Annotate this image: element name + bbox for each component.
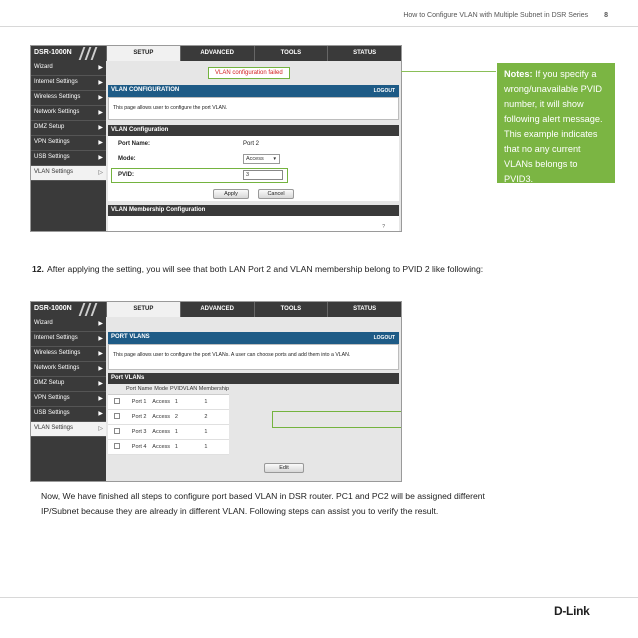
section-header xyxy=(108,85,399,97)
cell-port-name: Port 3 xyxy=(126,424,152,439)
sidebar-item-usb-settings[interactable] xyxy=(31,151,106,166)
chevron-right-icon: ▶ xyxy=(98,366,103,372)
footer-divider xyxy=(0,597,638,598)
top-bar xyxy=(31,46,401,61)
main-content xyxy=(106,317,401,481)
sidebar-item-label: Internet Settings xyxy=(34,335,78,341)
mode-select[interactable] xyxy=(243,154,280,164)
cell-vlan-membership: 2 xyxy=(183,409,229,424)
tab-setup[interactable]: SETUP xyxy=(106,302,180,317)
top-bar xyxy=(31,302,401,317)
table-row[interactable] xyxy=(108,394,229,409)
router-model: DSR-1000N xyxy=(34,49,72,56)
table-row[interactable] xyxy=(108,439,229,454)
sidebar-item-vpn-settings[interactable] xyxy=(31,136,106,151)
closing-paragraph: Now, We have finished all steps to configure port based VLAN in DSR router. PC1 and PC2 will be assigned different IP/Subnet because they are already in different VLAN. Following steps can assist you to verify the result. xyxy=(41,491,485,516)
logout-link[interactable]: LOGOUT xyxy=(373,335,395,341)
tab-tools[interactable]: TOOLS xyxy=(254,46,328,61)
sidebar-item-label: Wizard xyxy=(34,320,53,326)
sidebar-item-label: Wizard xyxy=(34,64,53,70)
pvid-membership-highlight xyxy=(272,411,402,428)
cell-mode: Access xyxy=(152,394,170,409)
sidebar-item-label: DMZ Setup xyxy=(34,124,65,130)
cell-port-name: Port 1 xyxy=(126,394,152,409)
router-brand xyxy=(31,46,106,61)
cell-port-name: Port 4 xyxy=(126,439,152,454)
sidebar xyxy=(31,317,106,481)
sidebar-item-vlan-settings[interactable] xyxy=(31,422,106,437)
tab-status[interactable]: STATUS xyxy=(327,302,401,317)
sidebar-item-label: VLAN Settings xyxy=(34,425,74,431)
sidebar-item-label: Internet Settings xyxy=(34,79,78,85)
notes-label: Notes: xyxy=(504,69,533,79)
tab-advanced[interactable]: ADVANCED xyxy=(180,46,254,61)
chevron-down-icon: ▼ xyxy=(272,156,277,161)
sidebar-item-dmz-setup[interactable] xyxy=(31,377,106,392)
membership-panel xyxy=(108,216,399,231)
page-description: This page allows user to configure the port VLAN. xyxy=(108,97,399,120)
chevron-right-icon: ▶ xyxy=(98,65,103,71)
router-model: DSR-1000N xyxy=(34,305,72,312)
column-header-mode: Mode xyxy=(152,384,170,394)
cell-mode: Access xyxy=(152,409,170,424)
cell-vlan-membership: 1 xyxy=(183,424,229,439)
chevron-right-icon: ▶ xyxy=(98,381,103,387)
sidebar-item-vlan-settings[interactable] xyxy=(31,166,106,181)
section-header xyxy=(108,332,399,344)
cell-vlan-membership: 1 xyxy=(183,394,229,409)
sidebar-item-label: VPN Settings xyxy=(34,139,70,145)
port-vlans-table xyxy=(108,384,229,455)
column-header-vlan-membership: VLAN Membership xyxy=(183,384,229,394)
main-content xyxy=(106,61,401,231)
tab-setup[interactable]: SETUP xyxy=(106,46,180,61)
sidebar-item-wizard[interactable] xyxy=(31,317,106,332)
screenshot-vlan-configuration xyxy=(30,45,402,232)
page-number: 8 xyxy=(604,12,608,19)
sidebar-item-label: Network Settings xyxy=(34,365,80,371)
sidebar-item-label: USB Settings xyxy=(34,154,70,160)
document-title: How to Configure VLAN with Multiple Subnet in DSR Series xyxy=(403,12,589,19)
cell-mode: Access xyxy=(152,439,170,454)
chevron-right-icon: ▶ xyxy=(98,95,103,101)
chevron-right-icon: ▶ xyxy=(98,125,103,131)
chevron-right-icon: ▶ xyxy=(98,411,103,417)
column-header-pvid: PVID xyxy=(170,384,183,394)
tab-tools[interactable]: TOOLS xyxy=(254,302,328,317)
sidebar-item-wireless-settings[interactable] xyxy=(31,91,106,106)
tab-status[interactable]: STATUS xyxy=(327,46,401,61)
edit-button[interactable]: Edit xyxy=(264,463,304,473)
page-header xyxy=(403,12,608,19)
chevron-right-icon: ▶ xyxy=(98,351,103,357)
sidebar-item-wizard[interactable] xyxy=(31,61,106,76)
cell-pvid: 1 xyxy=(170,424,183,439)
chevron-right-icon: ▶ xyxy=(98,110,103,116)
table-row[interactable] xyxy=(108,409,229,424)
sidebar-item-dmz-setup[interactable] xyxy=(31,121,106,136)
cell-pvid: 1 xyxy=(170,439,183,454)
alert-message: VLAN configuration failed xyxy=(208,67,290,79)
membership-header: VLAN Membership Configuration xyxy=(108,205,399,216)
router-brand xyxy=(31,302,106,317)
brand-slashes-icon xyxy=(77,46,103,61)
sidebar-item-internet-settings[interactable] xyxy=(31,332,106,347)
screenshot-port-vlans xyxy=(30,301,402,482)
scroll-hint-icon: ? xyxy=(382,224,385,230)
cell-port-name: Port 2 xyxy=(126,409,152,424)
notes-text: If you specify a wrong/unavailable PVID number, it will show following alert message. This example indicates that no any current VLANs belongs to PVID3. xyxy=(504,69,603,184)
pvid-input[interactable]: 3 xyxy=(243,170,283,180)
sidebar-item-vpn-settings[interactable] xyxy=(31,392,106,407)
cell-mode: Access xyxy=(152,424,170,439)
row-checkbox[interactable] xyxy=(114,428,120,434)
column-header-port-name: Port Name xyxy=(126,384,152,394)
callout-connector xyxy=(401,71,496,72)
chevron-right-icon: ▶ xyxy=(98,140,103,146)
dlink-logo: D-Link xyxy=(554,604,590,618)
sidebar-item-internet-settings[interactable] xyxy=(31,76,106,91)
cell-vlan-membership: 1 xyxy=(183,439,229,454)
port-name-label: Port Name: xyxy=(118,141,151,147)
section-title: PORT VLANS xyxy=(111,334,150,340)
row-checkbox[interactable] xyxy=(114,413,120,419)
sidebar-item-label: DMZ Setup xyxy=(34,380,65,386)
notes-callout xyxy=(497,63,615,183)
mode-label: Mode: xyxy=(118,156,136,162)
cancel-button[interactable]: Cancel xyxy=(258,189,294,199)
sidebar-item-usb-settings[interactable] xyxy=(31,407,106,422)
sidebar-item-network-settings[interactable] xyxy=(31,362,106,377)
sidebar-item-label: VPN Settings xyxy=(34,395,70,401)
step-text: After applying the setting, you will see that both LAN Port 2 and VLAN membership belong to PVID 2 like following: xyxy=(47,264,484,274)
chevron-right-icon: ▶ xyxy=(98,396,103,402)
main-tabs xyxy=(106,46,401,61)
chevron-right-icon: ▶ xyxy=(98,321,103,327)
apply-button[interactable]: Apply xyxy=(213,189,249,199)
sidebar-item-label: VLAN Settings xyxy=(34,169,74,175)
port-name-value: Port 2 xyxy=(243,141,260,147)
pvid-label: PVID: xyxy=(118,172,135,178)
cell-pvid: 1 xyxy=(170,394,183,409)
chevron-right-icon: ▷ xyxy=(98,426,103,432)
step-number: 12. xyxy=(32,264,44,274)
mode-select-value: Access xyxy=(246,156,264,162)
sidebar xyxy=(31,61,106,231)
cell-pvid: 2 xyxy=(170,409,183,424)
sidebar-item-label: Wireless Settings xyxy=(34,94,81,100)
chevron-right-icon: ▷ xyxy=(98,170,103,176)
step-12 xyxy=(32,262,502,276)
sidebar-item-wireless-settings[interactable] xyxy=(31,347,106,362)
main-tabs xyxy=(106,302,401,317)
panel-header: Port VLANs xyxy=(108,373,399,384)
panel-header: VLAN Configuration xyxy=(108,125,399,136)
brand-slashes-icon xyxy=(77,302,103,317)
chevron-right-icon: ▶ xyxy=(98,155,103,161)
table-header-row xyxy=(108,384,229,394)
row-checkbox[interactable] xyxy=(114,398,120,404)
sidebar-item-network-settings[interactable] xyxy=(31,106,106,121)
sidebar-item-label: Wireless Settings xyxy=(34,350,81,356)
table-row[interactable] xyxy=(108,424,229,439)
logout-link[interactable]: LOGOUT xyxy=(373,88,395,94)
chevron-right-icon: ▶ xyxy=(98,336,103,342)
page-description: This page allows user to configure the port VLANs. A user can choose ports and add them into a VLAN. xyxy=(108,344,399,370)
sidebar-item-label: USB Settings xyxy=(34,410,70,416)
sidebar-item-label: Network Settings xyxy=(34,109,80,115)
row-checkbox[interactable] xyxy=(114,443,120,449)
header-divider xyxy=(0,26,638,27)
chevron-right-icon: ▶ xyxy=(98,80,103,86)
vlan-config-panel xyxy=(108,136,399,201)
section-title: VLAN CONFIGURATION xyxy=(111,87,180,93)
tab-advanced[interactable]: ADVANCED xyxy=(180,302,254,317)
select-column-header xyxy=(108,384,126,394)
